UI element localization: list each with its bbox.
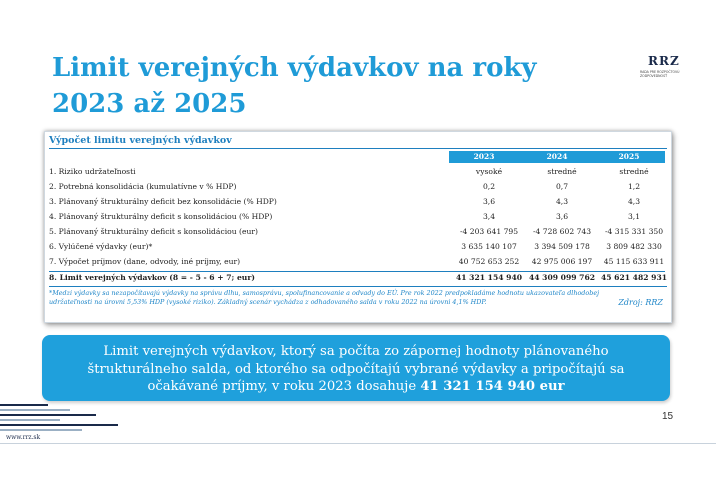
table-source: Zdroj: RRZ	[618, 298, 663, 307]
note-divider	[49, 286, 667, 287]
row-label: 7. Výpočet príjmov (dane, odvody, iné príjmy, eur)	[49, 257, 241, 266]
row-label: 3. Plánovaný štrukturálny deficit bez konsolidácie (% HDP)	[49, 197, 277, 206]
table-row	[49, 196, 665, 210]
row-value: 1,2	[627, 182, 641, 191]
row-value: 3,1	[627, 212, 641, 221]
decor-stripe	[0, 409, 70, 411]
row-value: 45 621 482 931	[600, 273, 668, 282]
row-value: 0,2	[482, 182, 496, 191]
year-header: 2023	[473, 152, 495, 161]
row-value: 45 115 633 911	[603, 257, 665, 266]
row-value: stredné	[547, 167, 577, 176]
table-row	[49, 271, 668, 286]
row-value: 3,4	[482, 212, 496, 221]
decor-stripe	[0, 419, 60, 421]
decor-stripe	[0, 429, 82, 431]
rrz-logo	[640, 52, 696, 86]
row-value: 3 635 140 107	[461, 242, 517, 251]
row-label: 4. Plánovaný štrukturálny deficit s konsolidáciou (% HDP)	[49, 212, 273, 221]
row-value: vysoké	[475, 167, 503, 176]
table-row	[49, 166, 665, 180]
row-value: stredné	[619, 167, 649, 176]
row-value: 4,3	[555, 197, 569, 206]
row-label: 1. Riziko udržateľnosti	[49, 167, 136, 176]
logo-subtitle: RADA PRE ROZPOČTOVÚ ZODPOVEDNOSŤ	[640, 70, 680, 78]
decor-stripe	[0, 424, 118, 426]
row-label: 2. Potrebná konsolidácia (kumulatívne v % HDP)	[49, 182, 237, 191]
row-value: 42 975 006 197	[531, 257, 593, 266]
row-value: 3,6	[482, 197, 496, 206]
decor-stripe	[0, 404, 48, 406]
table-row	[49, 181, 665, 195]
row-value: 3 394 509 178	[534, 242, 590, 251]
row-label: 6. Vylúčené výdavky (eur)*	[49, 242, 153, 251]
footer-divider	[0, 443, 716, 444]
year-header: 2024	[546, 152, 568, 161]
table-row	[49, 226, 665, 240]
row-value: 40 752 653 252	[458, 257, 520, 266]
decor-stripe	[0, 414, 96, 416]
table-row	[49, 211, 665, 225]
row-value: 41 321 154 940	[455, 273, 523, 282]
row-value: 3,6	[555, 212, 569, 221]
row-value: 44 309 099 762	[528, 273, 596, 282]
row-value: 0,7	[555, 182, 569, 191]
row-label: 5. Plánovaný štrukturálny deficit s konsolidáciou (eur)	[49, 227, 258, 236]
row-value: -4 203 641 795	[459, 227, 519, 236]
table-heading: Výpočet limitu verejných výdavkov	[49, 135, 232, 146]
row-label: 8. Limit verejných výdavkov (8 = - 5 - 6 + 7; eur)	[49, 273, 255, 282]
callout-text: Limit verejných výdavkov, ktorý sa počíta zo zápornej hodnoty plánovaného štrukturálneho salda, od ktorého sa odpočítajú vybrané výdavky a pripočítajú sa očakávané príjmy, v roku 2023 dosahuje 41 321 154 940 eur	[87, 344, 625, 394]
expenditure-limit-table	[44, 131, 672, 323]
footer-url: www.rrz.sk	[6, 434, 41, 441]
slide-title: Limit verejných výdavkov na roky 2023 až 2025	[52, 53, 537, 119]
year-header-bar	[449, 151, 665, 163]
row-value: 4,3	[627, 197, 641, 206]
table-footnote: *Medzi výdavky sa nezapočítavajú výdavky na správu dlhu, samosprávu, spolufinancovanie a odvady do EÚ. Pre rok 2022 predpokladáme hodnotu ukazovateľa dlhodobej udržateľnosti na úrovni 5,53% HDP (vysoké riziko). Základný scenár vychádza z odhadovaného salda v roku 2022 na úrovni 4,1% HDP.	[49, 289, 600, 306]
year-header: 2025	[618, 152, 640, 161]
summary-callout	[42, 335, 670, 401]
heading-divider	[49, 148, 667, 149]
page-number: 15	[662, 411, 674, 422]
row-value: 3 809 482 330	[606, 242, 662, 251]
table-row	[49, 241, 665, 255]
logo-text: RRZ	[648, 54, 680, 68]
table-row	[49, 256, 665, 270]
row-value: -4 315 331 350	[604, 227, 664, 236]
callout-highlight: 41 321 154 940 eur	[420, 379, 565, 394]
row-value: -4 728 602 743	[532, 227, 592, 236]
